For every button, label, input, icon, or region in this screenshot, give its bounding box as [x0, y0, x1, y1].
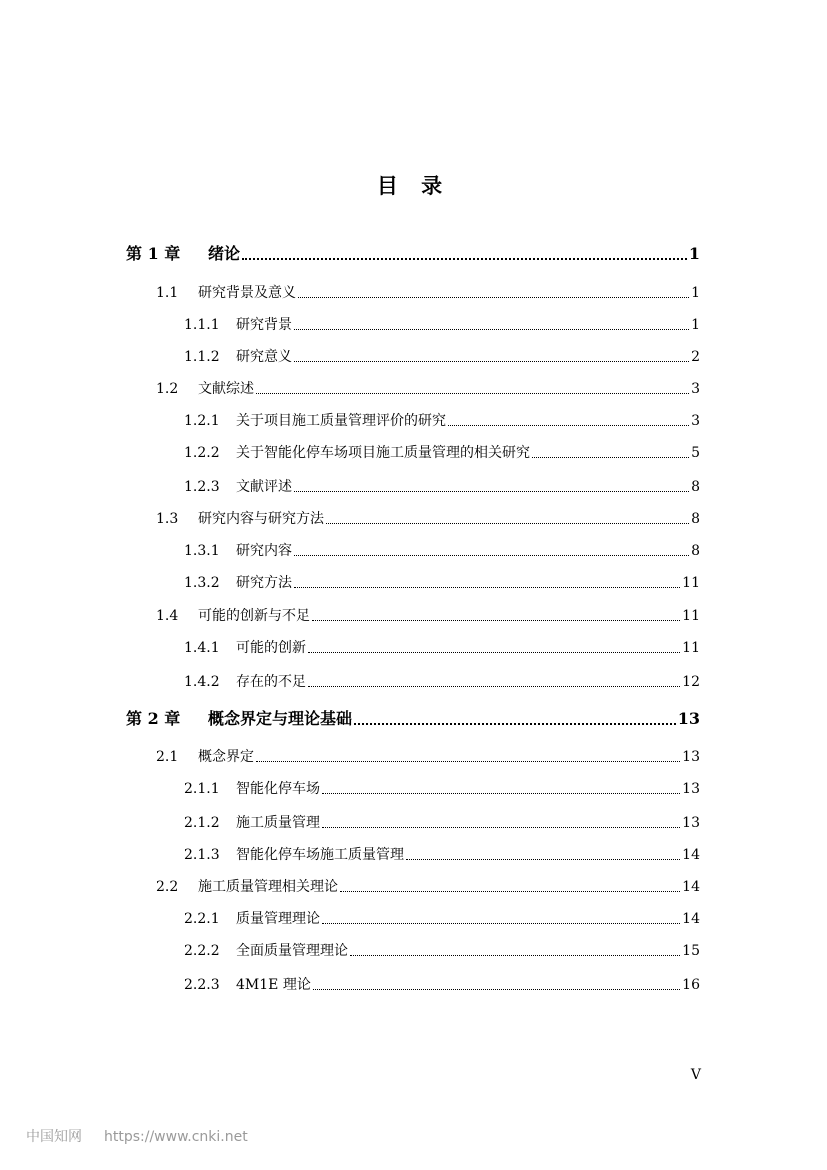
toc-entry-label: 可能的创新与不足: [198, 608, 310, 624]
toc-entry[interactable]: [156, 605, 700, 627]
toc-entry-label: 智能化停车场: [236, 781, 320, 797]
toc-entry-number: 1.1.2: [184, 349, 220, 365]
toc-entry-label: 智能化停车场施工质量管理: [236, 847, 404, 863]
toc-entry-label: 关于项目施工质量管理评价的研究: [236, 413, 446, 429]
toc-entry-number: 1.2.2: [184, 445, 220, 461]
toc-entry-page: 1: [688, 244, 700, 263]
toc-entry-label: 研究方法: [236, 575, 292, 591]
toc-entry-label: 研究意义: [236, 349, 292, 365]
toc-leader-dots: [322, 793, 680, 794]
toc-leader-dots: [294, 491, 689, 492]
toc-entry-number: 第 1 章: [126, 244, 181, 263]
toc-leader-dots: [313, 989, 680, 990]
toc-entry[interactable]: [156, 378, 700, 400]
toc-leader-dots: [340, 891, 680, 892]
toc-entry-number: 1.2.3: [184, 479, 220, 495]
toc-leader-dots: [308, 686, 680, 687]
toc-entry-page: 3: [691, 381, 700, 397]
toc-entry-page: 1: [691, 285, 700, 301]
toc-entry-label: 存在的不足: [236, 674, 306, 690]
toc-leader-dots: [326, 523, 689, 524]
toc-entry-page: 13: [682, 815, 700, 831]
toc-entry-number: 1.4: [156, 608, 179, 624]
toc-entry[interactable]: [184, 314, 700, 336]
toc-entry-number: 1.2: [156, 381, 179, 397]
toc-leader-dots: [298, 297, 689, 298]
toc-entry-number: 1.4.2: [184, 674, 220, 690]
toc-entry[interactable]: [184, 940, 700, 962]
toc-entry-page: 13: [677, 709, 700, 728]
toc-entry-number: 1.3.1: [184, 543, 220, 559]
toc-entry-label: 施工质量管理: [236, 815, 320, 831]
toc-leader-dots: [350, 955, 680, 956]
toc-entry-page: 13: [682, 781, 700, 797]
toc-leader-dots: [308, 652, 680, 653]
toc-entry[interactable]: [126, 707, 700, 731]
toc-title: 目 录: [376, 173, 451, 198]
toc-leader-dots: [322, 827, 680, 828]
toc-leader-dots: [256, 393, 689, 394]
toc-entry-page: 13: [682, 749, 700, 765]
toc-entry-number: 1.1: [156, 285, 179, 301]
toc-entry-number: 2.1: [156, 749, 179, 765]
page-number: V: [690, 1067, 701, 1083]
toc-entry-page: 11: [682, 608, 700, 624]
toc-entry-number: 2.2.3: [184, 977, 220, 993]
toc-entry-number: 第 2 章: [126, 709, 181, 728]
toc-entry-label: 全面质量管理理论: [236, 943, 348, 959]
toc-entry-number: 2.1.2: [184, 815, 220, 831]
toc-leader-dots: [312, 620, 680, 621]
toc-entry[interactable]: [126, 242, 700, 266]
toc-entry-label: 可能的创新: [236, 640, 306, 656]
toc-entry[interactable]: [156, 876, 700, 898]
toc-entry-label: 研究背景及意义: [198, 285, 296, 301]
toc-entry-label: 概念界定: [198, 749, 254, 765]
toc-entry-label: 研究内容: [236, 543, 292, 559]
toc-entry-number: 2.2: [156, 879, 179, 895]
toc-entry-page: 2: [691, 349, 700, 365]
toc-entry-label: 文献评述: [236, 479, 292, 495]
toc-entry-page: 3: [691, 413, 700, 429]
toc-entry-page: 12: [682, 674, 700, 690]
toc-entry-number: 1.2.1: [184, 413, 220, 429]
toc-entry[interactable]: [156, 282, 700, 304]
toc-entry-number: 2.1.3: [184, 847, 220, 863]
toc-entry-label: 4M1E 理论: [236, 977, 311, 993]
toc-entry[interactable]: [156, 746, 700, 768]
toc-entry[interactable]: [184, 540, 700, 562]
toc-leader-dots: [406, 859, 680, 860]
toc-entry[interactable]: [184, 908, 700, 930]
toc-entry-page: 8: [691, 511, 700, 527]
toc-entry-label: 研究背景: [236, 317, 292, 333]
toc-entry[interactable]: [184, 974, 700, 996]
toc-entry-page: 16: [682, 977, 700, 993]
cnki-watermark: [26, 1126, 248, 1146]
toc-entry[interactable]: [184, 572, 700, 594]
toc-leader-dots: [322, 923, 680, 924]
toc-entry-page: 14: [682, 911, 700, 927]
toc-entry[interactable]: [184, 476, 700, 498]
toc-entry[interactable]: [184, 637, 700, 659]
toc-leader-dots: [256, 761, 680, 762]
toc-entry[interactable]: [184, 410, 700, 432]
toc-entry-page: 14: [682, 879, 700, 895]
toc-entry-number: 2.2.1: [184, 911, 220, 927]
toc-entry-number: 1.4.1: [184, 640, 220, 656]
toc-entry-number: 1.1.1: [184, 317, 220, 333]
toc-leader-dots: [294, 587, 680, 588]
toc-entry[interactable]: [184, 346, 700, 368]
toc-entry[interactable]: [184, 844, 700, 866]
toc-entry-number: 2.2.2: [184, 943, 220, 959]
toc-entry-page: 8: [691, 479, 700, 495]
toc-entry-label: 概念界定与理论基础: [208, 709, 353, 728]
toc-entry-page: 11: [682, 640, 700, 656]
toc-leader-dots: [294, 555, 689, 556]
toc-entry[interactable]: [184, 778, 700, 800]
toc-entry-number: 1.3.2: [184, 575, 220, 591]
toc-entry[interactable]: [184, 671, 700, 693]
toc-entry-page: 1: [691, 317, 700, 333]
toc-entry[interactable]: [156, 508, 700, 530]
toc-leader-dots: [294, 361, 689, 362]
toc-leader-dots: [354, 723, 676, 725]
toc-leader-dots: [532, 457, 689, 458]
toc-entry-page: 14: [682, 847, 700, 863]
toc-entry-label: 绪论: [208, 244, 241, 263]
toc-entry-page: 5: [691, 445, 700, 461]
toc-leader-dots: [242, 258, 687, 260]
toc-entry-page: 15: [682, 943, 700, 959]
toc-entry[interactable]: [184, 812, 700, 834]
toc-entry-label: 施工质量管理相关理论: [198, 879, 338, 895]
toc-entry-label: 研究内容与研究方法: [198, 511, 324, 527]
toc-entry-label: 关于智能化停车场项目施工质量管理的相关研究: [236, 445, 530, 461]
toc-leader-dots: [294, 329, 689, 330]
toc-leader-dots: [448, 425, 689, 426]
toc-entry-number: 1.3: [156, 511, 179, 527]
toc-entry[interactable]: [184, 442, 700, 464]
toc-entry-page: 11: [682, 575, 700, 591]
toc-entry-page: 8: [691, 543, 700, 559]
watermark-site: 中国知网: [26, 1129, 82, 1145]
toc-entry-label: 质量管理理论: [236, 911, 320, 927]
watermark-url[interactable]: https://www.cnki.net: [104, 1129, 248, 1145]
toc-entry-number: 2.1.1: [184, 781, 220, 797]
toc-entry-label: 文献综述: [198, 381, 254, 397]
